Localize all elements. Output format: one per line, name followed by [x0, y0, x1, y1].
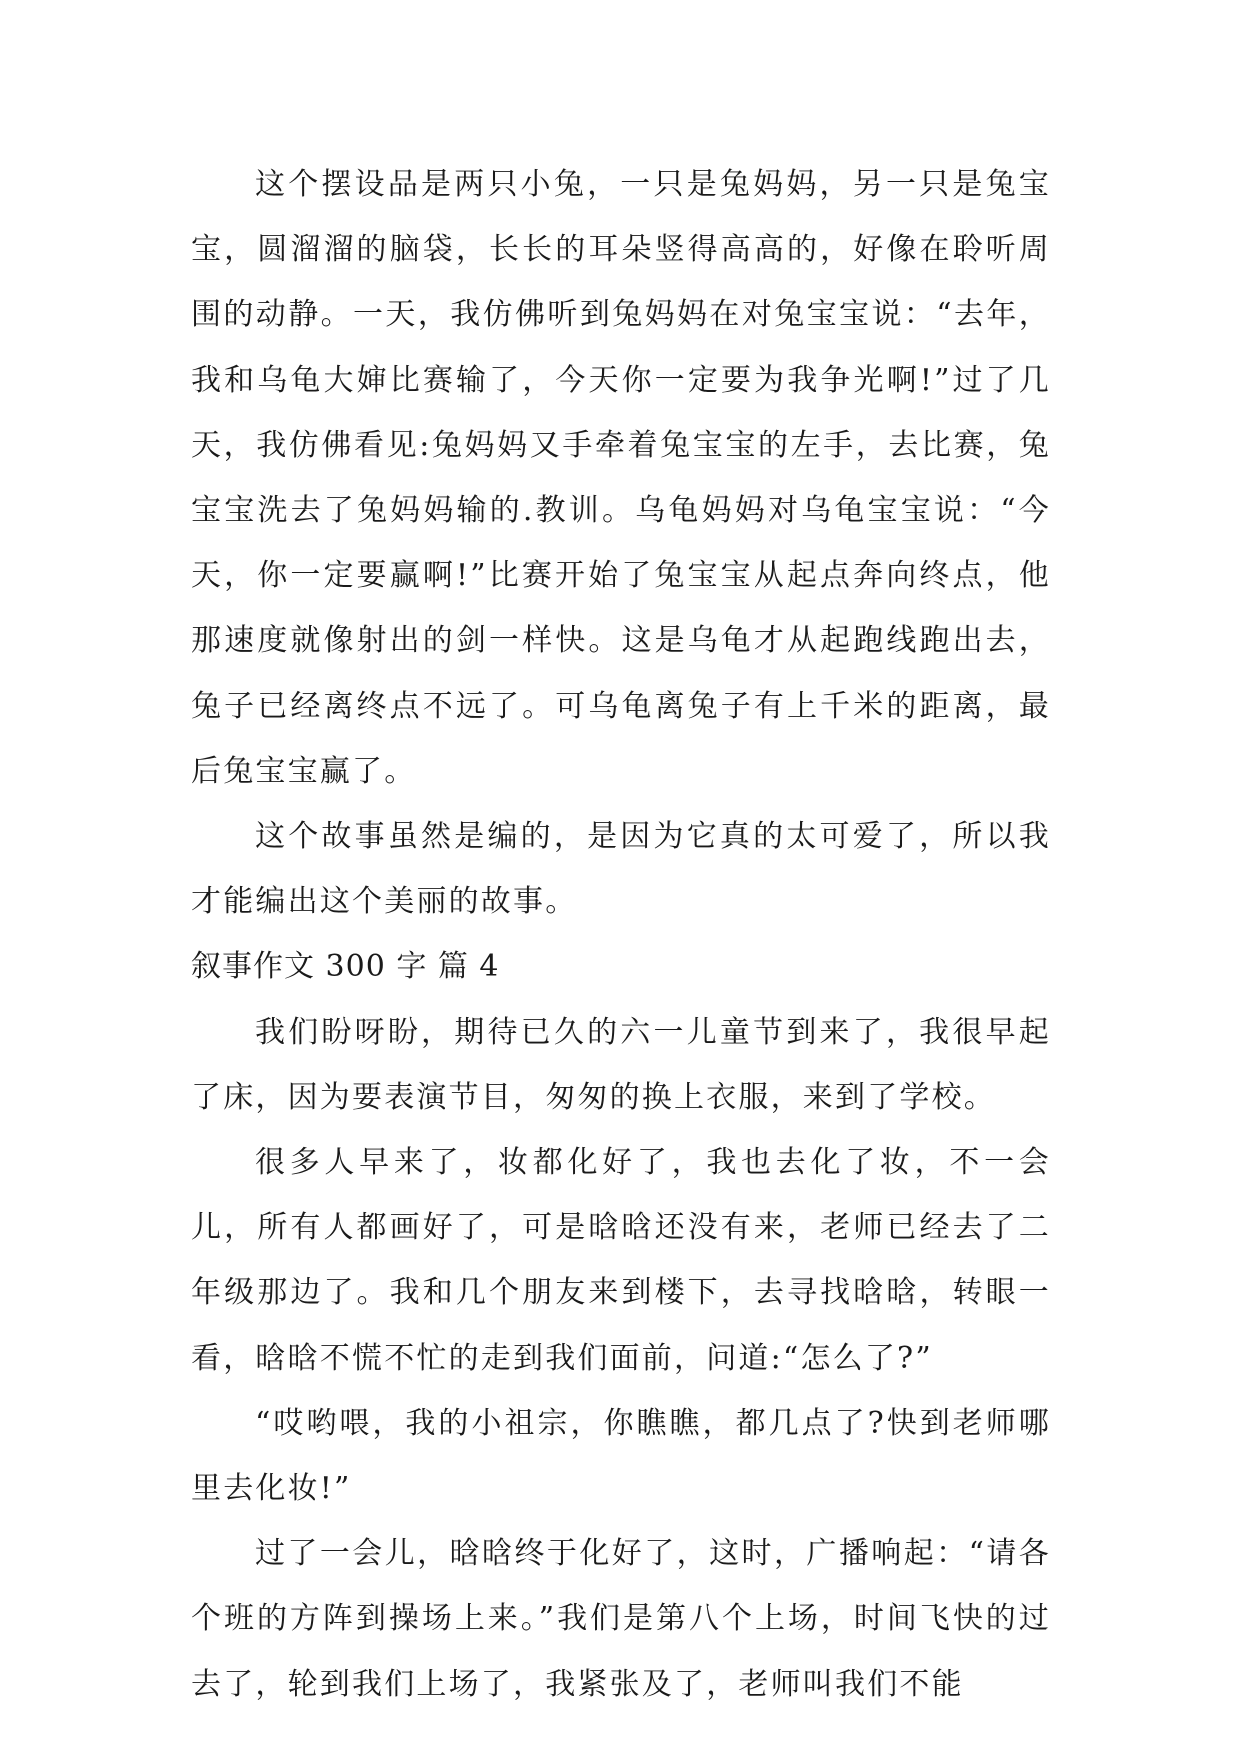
paragraph-broadcast: 过了一会儿，晗晗终于化好了，这时，广播响起：“请各个班的方阵到操场上来。”我们是第八个上场，时间飞快的过去了，轮到我们上场了，我紧张及了，老师叫我们不能 [191, 1536, 1051, 1702]
paragraph-makeup: 很多人早来了，妆都化好了，我也去化了妆，不一会儿，所有人都画好了，可是晗晗还没有来，老师已经去了二年级那边了。我和几个朋友来到楼下，去寻找晗晗，转眼一看，晗晗不慌不忙的走到我们面前，问道:“怎么了?” [191, 1145, 1051, 1376]
paragraph-rabbit-story: 这个摆设品是两只小兔，一只是兔妈妈，另一只是兔宝宝，圆溜溜的脑袋，长长的耳朵竖得高高的，好像在聆听周围的动静。一天，我仿佛听到兔妈妈在对兔宝宝说：“去年，我和乌龟大婶比赛输了，今天你一定要为我争光啊!”过了几天，我仿佛看见:兔妈妈又手牵着兔宝宝的左手，去比赛，兔宝宝洗去了兔妈妈输的.教训。乌龟妈妈对乌龟宝宝说：“今天，你一定要赢啊!”比赛开始了兔宝宝从起点奔向终点，他那速度就像射出的剑一样快。这是乌龟才从起跑线跑出去，兔子已经离终点不远了。可乌龟离兔子有上千米的距离，最后兔宝宝赢了。 [191, 167, 1051, 789]
paragraph-childrens-day: 我们盼呀盼，期待已久的六一儿童节到来了，我很早起了床，因为要表演节目，匆匆的换上衣服，来到了学校。 [191, 1014, 1051, 1115]
document-body [191, 152, 1051, 1717]
section-heading: 叙事作文 300 字 篇 4 [191, 949, 500, 985]
paragraph-story-conclusion: 这个故事虽然是编的，是因为它真的太可爱了，所以我才能编出这个美丽的故事。 [191, 819, 1051, 920]
paragraph-dialogue: “哎哟喂，我的小祖宗，你瞧瞧，都几点了?快到老师哪里去化妆!” [191, 1405, 1051, 1507]
